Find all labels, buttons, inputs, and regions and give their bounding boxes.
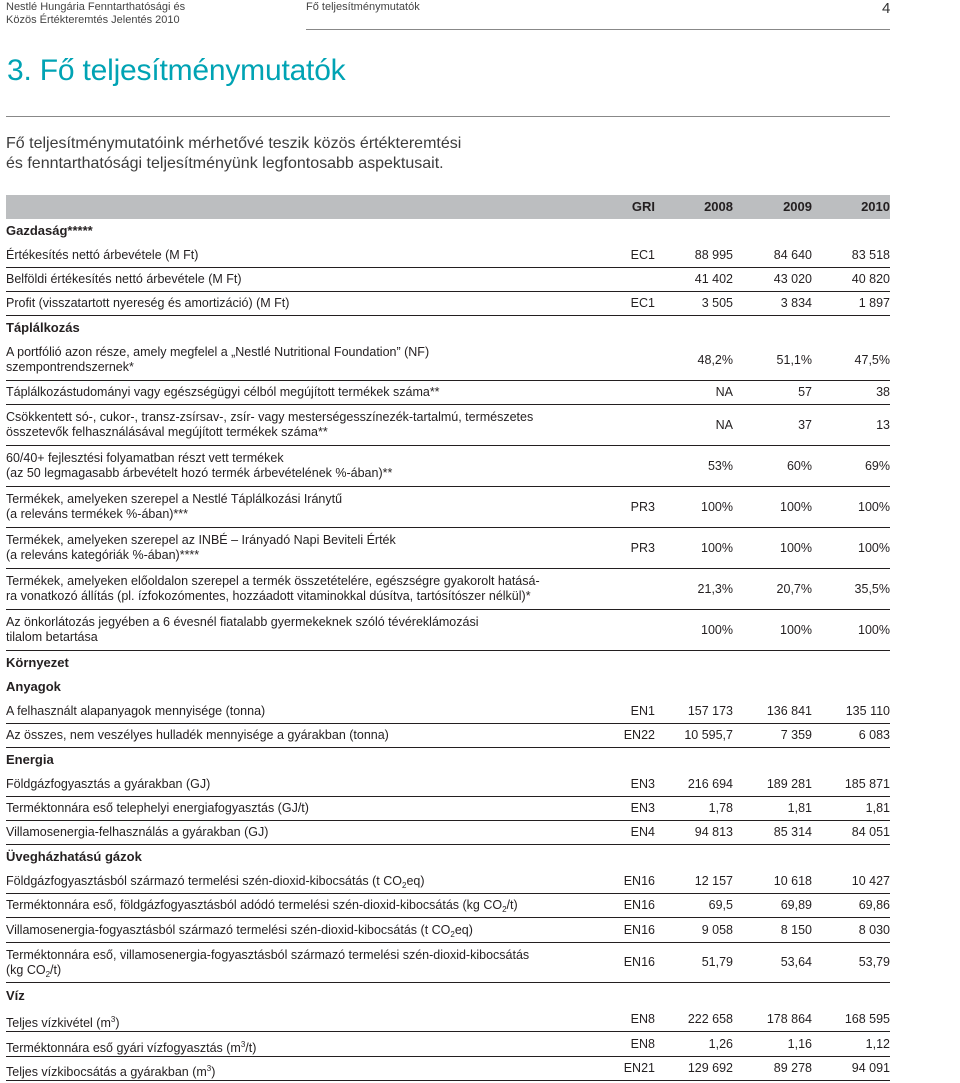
document-title-line1: Nestlé Hungária Fenntarthatósági és	[6, 1, 186, 13]
cell-v2008: 69,5	[708, 898, 733, 912]
row-label-text: Terméktonnára eső gyári vízfogyasztás (m	[6, 1041, 241, 1055]
cell-v2008: 10 595,7	[684, 728, 733, 742]
row-label	[6, 728, 389, 743]
row-label-line1	[6, 320, 80, 335]
cell-v2010: 69%	[864, 459, 890, 473]
cell-v2010: 100%	[858, 500, 890, 514]
row-label-line1	[6, 385, 440, 400]
intro-text	[6, 134, 606, 174]
table-section-heading	[6, 219, 890, 242]
document-title	[6, 1, 185, 27]
table-section-heading	[6, 316, 890, 339]
table-section-heading	[6, 748, 890, 771]
row-label-text: Villamosenergia-felhasználás a gyárakban (GJ)	[6, 825, 269, 839]
row-label-suffix: )	[211, 1065, 216, 1079]
title-divider	[6, 116, 890, 117]
row-label-text: Termékek, amelyeken előoldalon szerepel a termék összetételére, egészségre gyakorolt hatásá-	[6, 574, 540, 588]
row-label	[6, 533, 396, 563]
cell-gri: EC1	[630, 296, 655, 310]
row-label-line1	[6, 825, 268, 840]
cell-v2010: 168 595	[844, 1012, 890, 1026]
cell-gri: EN1	[630, 704, 655, 718]
cell-gri: EN3	[630, 801, 655, 815]
cell-v2010: 94 091	[851, 1061, 890, 1075]
cell-v2010: 13	[876, 418, 890, 432]
row-label-text: Üvegházhatású gázok	[6, 849, 142, 864]
row-label	[6, 655, 69, 670]
row-label-text: A portfólió azon része, amely megfelel a „Nestlé Nutritional Foundation” (NF)	[6, 345, 430, 359]
row-label-line1	[6, 345, 429, 360]
row-label-line2	[6, 507, 342, 522]
cell-v2009: 60%	[786, 459, 812, 473]
row-label-text: Földgázfogyasztásból származó termelési szén-dioxid-kibocsátás (t CO	[6, 874, 402, 888]
page-number: 4	[882, 0, 891, 17]
cell-v2008: 41 402	[694, 272, 733, 286]
cell-gri: PR3	[630, 500, 655, 514]
cell-v2008: NA	[715, 418, 733, 432]
header-divider	[306, 29, 890, 30]
row-label-suffix: /t)	[245, 1041, 257, 1055]
cell-v2009: 100%	[780, 500, 812, 514]
row-label-text: Terméktonnára eső, villamosenergia-fogyasztásból származó termelési szén-dioxid-kibocsátás	[6, 947, 530, 962]
cell-gri: EN16	[623, 898, 655, 912]
cell-v2010: 69,86	[858, 898, 890, 912]
row-label-line1	[6, 801, 309, 816]
cell-v2008: 48,2%	[697, 353, 733, 367]
row-label	[6, 704, 265, 719]
cell-gri: EC1	[630, 248, 655, 262]
column-gri: GRI	[631, 199, 655, 214]
row-label-line1	[6, 410, 533, 425]
table-row	[6, 797, 890, 821]
row-label	[6, 825, 268, 840]
row-label	[6, 248, 198, 263]
row-label-text: Víz	[6, 988, 25, 1003]
cell-gri: EN16	[623, 874, 655, 888]
cell-v2010: 47,5%	[854, 353, 890, 367]
document-title-line2: Közös Értékteremtés Jelentés 2010	[6, 14, 180, 26]
row-label-line1	[6, 948, 529, 963]
row-label-superscript: 3	[206, 1064, 212, 1073]
row-label	[6, 1012, 120, 1031]
table-row	[6, 569, 890, 610]
cell-v2009: 84 640	[773, 248, 812, 262]
table-row	[6, 821, 890, 845]
row-label-line2	[6, 963, 529, 982]
cell-v2008: NA	[715, 385, 733, 399]
row-label	[6, 752, 54, 767]
row-label-text: Villamosenergia-fogyasztásból származó termelési szén-dioxid-kibocsátás (t CO	[6, 923, 451, 937]
row-label	[6, 272, 242, 287]
row-label-text: Teljes vízkivétel (m	[6, 1016, 111, 1030]
row-label-line1	[6, 1012, 120, 1031]
cell-v2010: 8 030	[858, 923, 890, 937]
table-row	[6, 446, 890, 487]
cell-gri: EN3	[630, 777, 655, 791]
row-label-line1	[6, 492, 342, 507]
row-label	[6, 296, 289, 311]
cell-v2008: 3 505	[701, 296, 733, 310]
row-label	[6, 988, 25, 1003]
row-label-text: (a releváns kategóriák %-ában)****	[6, 548, 200, 562]
row-label-text: Termékek, amelyeken szerepel a Nestlé Táplálkozási Iránytű	[6, 492, 343, 506]
cell-gri: EN16	[623, 955, 655, 969]
row-label-line1	[6, 296, 289, 311]
cell-v2009: 57	[798, 385, 812, 399]
cell-v2008: 129 692	[687, 1061, 733, 1075]
row-label-line1	[6, 923, 473, 942]
cell-v2010: 135 110	[845, 704, 890, 718]
row-label-line1	[6, 533, 396, 548]
row-label-line2	[6, 630, 479, 645]
row-label-subscript: 2	[502, 905, 507, 914]
cell-v2009: 3 834	[780, 296, 812, 310]
table-row	[6, 487, 890, 528]
cell-gri: EN8	[630, 1037, 655, 1051]
column-2008: 2008	[704, 199, 733, 214]
row-label	[6, 777, 210, 792]
cell-v2010: 1,12	[865, 1037, 890, 1051]
row-label	[6, 849, 142, 864]
cell-v2010: 10 427	[851, 874, 890, 888]
row-label-superscript: 3	[240, 1040, 246, 1049]
row-label-text: Csökkentett só-, cukor-, transz-zsírsav-, zsír- vagy mesterségesszínezék-tartalmú, természetes	[6, 410, 534, 424]
row-label-line1	[6, 728, 389, 743]
cell-v2009: 100%	[780, 541, 812, 555]
row-label-subscript: 2	[45, 969, 51, 979]
cell-v2009: 89 278	[773, 1061, 812, 1075]
table-section-heading	[6, 983, 890, 1007]
row-label-line1	[6, 655, 69, 670]
cell-gri: EN16	[623, 923, 655, 937]
cell-v2010: 6 083	[858, 728, 890, 742]
row-label-line2	[6, 360, 429, 375]
cell-v2009: 69,89	[780, 898, 812, 912]
row-label-text: Az önkorlátozás jegyében a 6 évesnél fiatalabb gyermekeknek szóló tévéreklámozási	[6, 615, 479, 629]
cell-v2009: 136 841	[766, 704, 812, 718]
cell-v2010: 185 871	[844, 777, 890, 791]
cell-v2009: 178 864	[766, 1012, 812, 1026]
table-row	[6, 869, 890, 894]
table-row	[6, 1008, 890, 1032]
row-label-text: Környezet	[6, 655, 69, 670]
cell-v2009: 189 281	[766, 777, 812, 791]
cell-v2009: 1,16	[787, 1037, 812, 1051]
row-label-line1	[6, 451, 392, 466]
row-label	[6, 385, 440, 400]
row-label-line1	[6, 704, 265, 719]
table-row	[6, 772, 890, 797]
cell-v2008: 51,79	[701, 955, 733, 969]
row-label	[6, 801, 309, 816]
section-header: Fő teljesítménymutatók	[306, 1, 420, 13]
cell-v2008: 100%	[701, 623, 733, 637]
row-label-line1	[6, 898, 518, 917]
table-row	[6, 610, 890, 651]
table-row	[6, 943, 890, 983]
table-row	[6, 243, 890, 268]
cell-v2009: 1,81	[787, 801, 812, 815]
table-header	[6, 195, 890, 219]
table-section-heading	[6, 651, 890, 674]
row-label-text: Táplálkozás	[6, 320, 80, 335]
row-label-text: összetevők felhasználásával megújított termékek száma**	[6, 425, 328, 439]
row-label	[6, 679, 61, 694]
row-label	[6, 1037, 256, 1056]
row-label	[6, 1061, 215, 1080]
cell-v2008: 100%	[701, 500, 733, 514]
cell-v2008: 1,78	[708, 801, 733, 815]
cell-v2009: 7 359	[780, 728, 812, 742]
column-2009: 2009	[783, 199, 812, 214]
cell-v2010: 38	[876, 385, 890, 399]
row-label-line2	[6, 548, 396, 563]
cell-v2008: 216 694	[687, 777, 733, 791]
table-row	[6, 699, 890, 724]
cell-v2008: 88 995	[694, 248, 733, 262]
cell-v2010: 83 518	[851, 248, 890, 262]
table-row	[6, 724, 890, 748]
row-label-subscript: 2	[450, 930, 455, 939]
row-label	[6, 615, 479, 645]
table-row	[6, 1032, 890, 1057]
cell-v2009: 43 020	[773, 272, 812, 286]
row-label	[6, 345, 429, 375]
intro-line2: és fenntarthatósági teljesítményünk legfontosabb aspektusait.	[6, 155, 444, 172]
row-label-line1	[6, 777, 210, 792]
page-title: 3. Fő teljesítménymutatók	[7, 54, 346, 87]
row-label-text: Földgázfogyasztás a gyárakban (GJ)	[6, 777, 211, 791]
cell-v2009: 100%	[780, 623, 812, 637]
cell-gri: EN21	[623, 1061, 655, 1075]
row-label-suffix: /t)	[50, 962, 62, 977]
row-label-text: Energia	[6, 752, 54, 767]
row-label-line1	[6, 1037, 256, 1056]
row-label	[6, 923, 473, 942]
row-label-line1	[6, 615, 479, 630]
cell-v2009: 53,64	[780, 955, 812, 969]
row-label-text: Terméktonnára eső, földgázfogyasztásból adódó termelési szén-dioxid-kibocsátás (kg CO	[6, 898, 503, 912]
cell-v2009: 10 618	[773, 874, 812, 888]
row-label-line1	[6, 752, 54, 767]
row-label-text: Az összes, nem veszélyes hulladék mennyisége a gyárakban (tonna)	[6, 728, 389, 742]
row-label	[6, 948, 529, 982]
cell-v2008: 94 813	[694, 825, 733, 839]
row-label-superscript: 3	[110, 1015, 116, 1024]
row-label-line1	[6, 849, 142, 864]
table-row	[6, 405, 890, 446]
cell-v2008: 1,26	[708, 1037, 733, 1051]
table-row	[6, 1057, 890, 1081]
cell-v2008: 21,3%	[697, 582, 733, 596]
row-label-suffix: eq)	[406, 874, 425, 888]
table-row	[6, 381, 890, 405]
cell-v2009: 20,7%	[776, 582, 812, 596]
row-label	[6, 223, 93, 238]
row-label	[6, 451, 392, 481]
cell-v2010: 1 897	[858, 296, 890, 310]
table-row	[6, 918, 890, 943]
row-label-text: Terméktonnára eső telephelyi energiafogyasztás (GJ/t)	[6, 801, 309, 815]
row-label-line1	[6, 574, 540, 589]
cell-gri: EN22	[623, 728, 655, 742]
row-label-line1	[6, 874, 425, 893]
cell-v2008: 53%	[707, 459, 733, 473]
cell-v2008: 157 173	[687, 704, 733, 718]
cell-gri: EN4	[630, 825, 655, 839]
row-label-line1	[6, 272, 242, 287]
row-label	[6, 410, 533, 440]
row-label-text: Termékek, amelyeken szerepel az INBÉ – Irányadó Napi Beviteli Érték	[6, 533, 396, 547]
row-label-line2	[6, 466, 392, 481]
column-2010: 2010	[861, 199, 890, 214]
row-label-text: Anyagok	[6, 679, 61, 694]
row-label-text: (a releváns termékek %-ában)***	[6, 507, 189, 521]
cell-v2010: 100%	[858, 541, 890, 555]
cell-v2009: 51,1%	[776, 353, 812, 367]
row-label-text: Belföldi értékesítés nettó árbevétele (M Ft)	[6, 272, 242, 286]
row-label	[6, 874, 425, 893]
cell-v2010: 1,81	[865, 801, 890, 815]
row-label-suffix: /t)	[506, 898, 518, 912]
row-label-suffix: eq)	[454, 923, 473, 937]
table-row	[6, 268, 890, 292]
cell-v2008: 12 157	[694, 874, 733, 888]
cell-gri: PR3	[630, 541, 655, 555]
row-label-text: tilalom betartása	[6, 630, 98, 644]
cell-v2009: 8 150	[780, 923, 812, 937]
row-label-text: (kg CO	[6, 962, 46, 977]
row-label-suffix: )	[115, 1016, 120, 1030]
row-label-text: A felhasznált alapanyagok mennyisége (tonna)	[6, 704, 266, 718]
cell-v2008: 222 658	[687, 1012, 733, 1026]
cell-v2010: 100%	[858, 623, 890, 637]
table-section-heading	[6, 675, 890, 698]
cell-v2010: 40 820	[851, 272, 890, 286]
row-label-text: Gazdaság*****	[6, 223, 93, 238]
row-label-subscript: 2	[402, 881, 407, 890]
row-label-text: Profit (visszatartott nyereség és amortizáció) (M Ft)	[6, 296, 290, 310]
row-label-line1	[6, 1061, 215, 1080]
row-label-line1	[6, 223, 93, 238]
cell-v2009: 85 314	[773, 825, 812, 839]
row-label-text: Teljes vízkibocsátás a gyárakban (m	[6, 1065, 207, 1079]
row-label-text: 60/40+ fejlesztési folyamatban részt vett termékek	[6, 451, 284, 465]
cell-v2010: 35,5%	[854, 582, 890, 596]
cell-v2008: 9 058	[701, 923, 733, 937]
row-label-line1	[6, 248, 198, 263]
row-label-text: Táplálkozástudományi vagy egészségügyi célból megújított termékek száma**	[6, 385, 440, 399]
row-label-text: (az 50 legmagasabb árbevételt hozó termék árbevételének %-ában)**	[6, 466, 393, 480]
row-label	[6, 320, 80, 335]
row-label	[6, 574, 540, 604]
table-row	[6, 292, 890, 316]
row-label	[6, 492, 342, 522]
row-label-line1	[6, 679, 61, 694]
row-label-text: szempontrendszernek*	[6, 360, 134, 374]
intro-line1: Fő teljesítménymutatóink mérhetővé teszik közös értékteremtési	[6, 135, 462, 152]
row-label-text: Értékesítés nettó árbevétele (M Ft)	[6, 248, 199, 262]
cell-gri: EN8	[630, 1012, 655, 1026]
cell-v2010: 53,79	[858, 955, 890, 969]
table-row	[6, 340, 890, 381]
table-row	[6, 528, 890, 569]
cell-v2010: 84 051	[851, 825, 890, 839]
table-section-heading	[6, 845, 890, 868]
cell-v2009: 37	[798, 418, 812, 432]
row-label-line1	[6, 988, 25, 1003]
cell-v2008: 100%	[701, 541, 733, 555]
row-label	[6, 898, 518, 917]
row-label-text: ra vonatkozó állítás (pl. ízfokozómentes, hozzáadott vitaminokkal dúsítva, tartósítószer nélkül)*	[6, 589, 531, 603]
row-label-line2	[6, 425, 533, 440]
table-row	[6, 894, 890, 918]
row-label-line2	[6, 589, 540, 604]
